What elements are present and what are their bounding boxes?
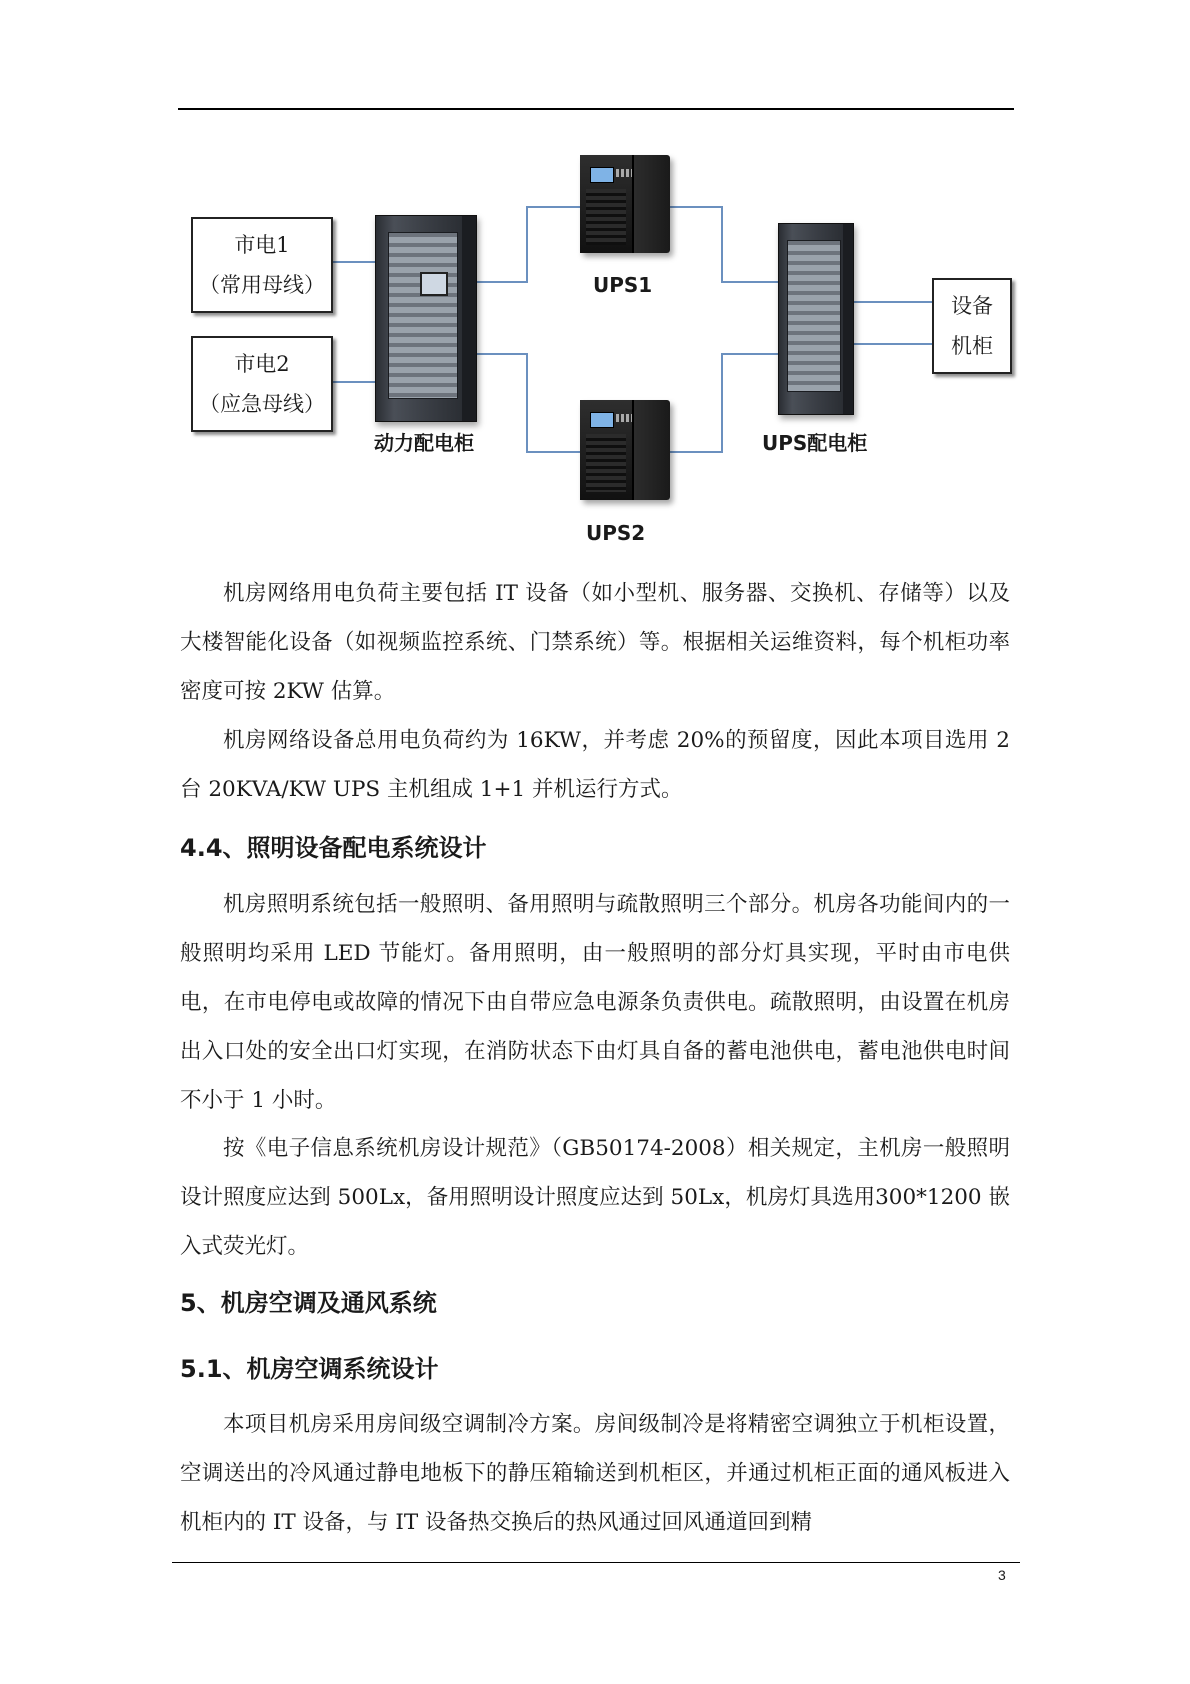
supply1-box	[191, 217, 333, 313]
paragraph-ups-selection: 机房网络设备总用电负荷约为 16KW，并考虑 20%的预留度，因此本项目选用 2 台 20KVA/KW UPS 主机组成 1+1 并机运行方式。	[180, 728, 1010, 802]
wire-ups1-upscab	[670, 207, 778, 282]
supply2-box	[191, 336, 333, 432]
ups1-label: UPS1	[593, 273, 653, 297]
heading-ac-design: 5.1、机房空调系统设计	[180, 1355, 439, 1383]
ups-cabinet-label: UPS配电柜	[762, 431, 868, 455]
ups2-image	[580, 400, 670, 500]
paragraph-lighting-standard: 按《电子信息系统机房设计规范》（GB50174-2008）相关规定，主机房一般照明设计照度应达到 500Lx，备用照明设计照度应达到 50Lx，机房灯具选用300*1200 嵌入式荧光灯。	[180, 1136, 1010, 1259]
supply2-line2: （应急母线）	[199, 392, 325, 416]
equipment-cabinet-box	[932, 278, 1012, 374]
supply1-line2: （常用母线）	[199, 273, 325, 297]
power-cabinet-label: 动力配电柜	[374, 431, 474, 455]
paragraph-ac-scheme: 本项目机房采用房间级空调制冷方案。房间级制冷是将精密空调独立于机柜设置，空调送出的冷风通过静电地板下的静压箱输送到机柜区，并通过机柜正面的通风板进入机柜内的 IT 设备，与 IT 设备热交换后的热风通过回风通道回到精	[180, 1412, 1010, 1535]
power-distribution-diagram	[180, 145, 1040, 545]
heading-air-conditioning: 5、机房空调及通风系统	[180, 1289, 437, 1317]
equipment-line2: 机柜	[951, 334, 993, 358]
supply2-line1: 市电2	[234, 352, 290, 376]
footer-rule	[172, 1562, 1020, 1563]
wire-cabinet-ups2	[475, 354, 580, 452]
paragraph-load-description: 机房网络用电负荷主要包括 IT 设备（如小型机、服务器、交换机、存储等）以及大楼智能化设备（如视频监控系统、门禁系统）等。根据相关运维资料，每个机柜功率密度可按 2KW 估算。	[180, 581, 1010, 704]
supply1-line1: 市电1	[234, 233, 290, 257]
header-rule	[178, 108, 1014, 110]
ups1-image	[580, 155, 670, 253]
wire-cabinet-ups1	[475, 207, 580, 282]
ups2-label: UPS2	[586, 521, 646, 545]
heading-lighting-design: 4.4、照明设备配电系统设计	[180, 834, 487, 862]
equipment-line1: 设备	[951, 294, 993, 318]
page-number: 3	[998, 1567, 1006, 1583]
paragraph-lighting-system: 机房照明系统包括一般照明、备用照明与疏散照明三个部分。机房各功能间内的一般照明均采用 LED 节能灯。备用照明，由一般照明的部分灯具实现，平时由市电供电，在市电停电或故障的情况下由自带应急电源条负责供电。疏散照明，由设置在机房出入口处的安全出口灯实现，在消防状态下由灯具自备的蓄电池供电，蓄电池供电时间不小于 1 小时。	[180, 892, 1010, 1113]
power-cabinet-image	[375, 215, 477, 422]
ups-cabinet-image	[778, 223, 854, 415]
